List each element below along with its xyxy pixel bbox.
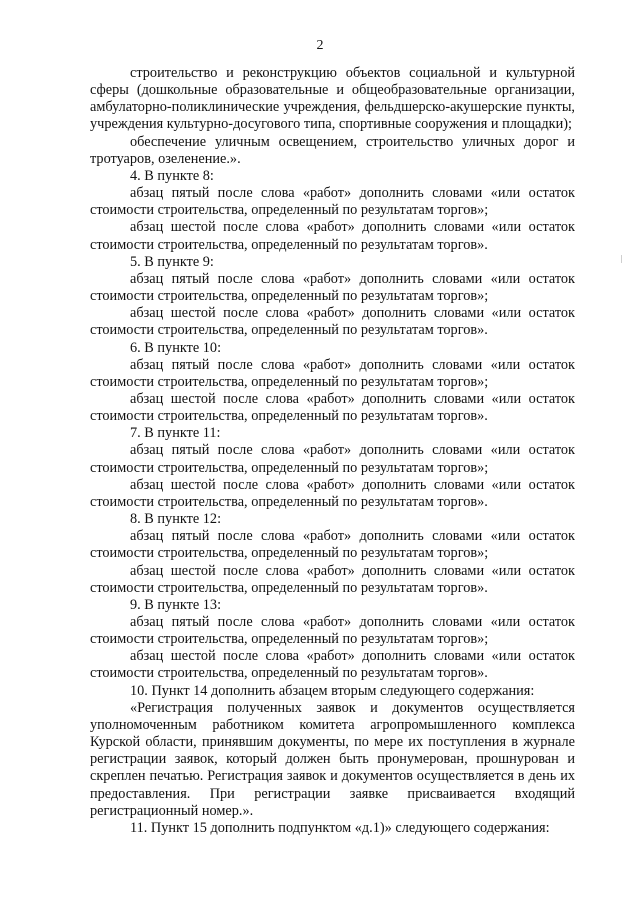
paragraph: 9. В пункте 13:: [130, 596, 222, 613]
scan-artifact: [621, 255, 622, 263]
paragraph: строительство и реконструкцию объектов социальной и культурной сферы (дошкольные образовательные и общеобразовательные организации, амбулаторно-поликлинические учреждения, фельдшерско-акушерские пункты, учреждения культурно-досугового типа, спортивные сооружения и площадки);: [90, 65, 575, 133]
paragraph: 5. В пункте 9:: [130, 253, 214, 270]
paragraph: абзац шестой после слова «работ» дополнить словами «или остаток стоимости строительства, определенный по результатам торгов».: [90, 648, 575, 682]
document-body: [90, 65, 575, 837]
paragraph: 8. В пункте 12:: [130, 511, 222, 528]
paragraph: абзац шестой после слова «работ» дополнить словами «или остаток стоимости строительства, определенный по результатам торгов».: [90, 219, 575, 253]
paragraph: абзац пятый после слова «работ» дополнить словами «или остаток стоимости строительства, определенный по результатам торгов»;: [90, 442, 575, 476]
paragraph: абзац пятый после слова «работ» дополнить словами «или остаток стоимости строительства, определенный по результатам торгов»;: [90, 356, 575, 390]
paragraph: 6. В пункте 10:: [130, 339, 222, 356]
page-number: 2: [316, 38, 324, 53]
paragraph: абзац пятый после слова «работ» дополнить словами «или остаток стоимости строительства, определенный по результатам торгов»;: [90, 528, 575, 562]
paragraph: абзац шестой после слова «работ» дополнить словами «или остаток стоимости строительства, определенный по результатам торгов».: [90, 305, 575, 339]
paragraph: 11. Пункт 15 дополнить подпунктом «д.1)» следующего содержания:: [130, 819, 550, 836]
paragraph: абзац шестой после слова «работ» дополнить словами «или остаток стоимости строительства, определенный по результатам торгов».: [90, 562, 575, 596]
paragraph: абзац шестой после слова «работ» дополнить словами «или остаток стоимости строительства, определенный по результатам торгов».: [90, 390, 575, 425]
paragraph: абзац пятый после слова «работ» дополнить словами «или остаток стоимости строительства, определенный по результатам торгов»;: [90, 185, 575, 219]
paragraph: абзац пятый после слова «работ» дополнить словами «или остаток стоимости строительства, определенный по результатам торгов»;: [90, 270, 575, 305]
paragraph: 7. В пункте 11:: [130, 425, 221, 442]
paragraph: абзац пятый после слова «работ» дополнить словами «или остаток стоимости строительства, определенный по результатам торгов»;: [90, 614, 575, 648]
paragraph: абзац шестой после слова «работ» дополнить словами «или остаток стоимости строительства, определенный по результатам торгов».: [90, 476, 575, 510]
paragraph: 4. В пункте 8:: [130, 167, 214, 184]
paragraph: «Регистрация полученных заявок и документов осуществляется уполномоченным работником комитета агропромышленного комплекса Курской области, принявшим документы, по мере их поступления в журнале регистрации заявок, который должен быть пронумерован, прошнурован и скреплен печатью. Регистрация заявок и документов осуществляется в день их предоставления. При регистрации заявке присваивается входящий регистрационный номер.».: [90, 699, 575, 819]
paragraph: 10. Пункт 14 дополнить абзацем вторым следующего содержания:: [130, 682, 535, 699]
paragraph: обеспечение уличным освещением, строительство уличных дорог и тротуаров, озеленение.».: [90, 133, 575, 167]
